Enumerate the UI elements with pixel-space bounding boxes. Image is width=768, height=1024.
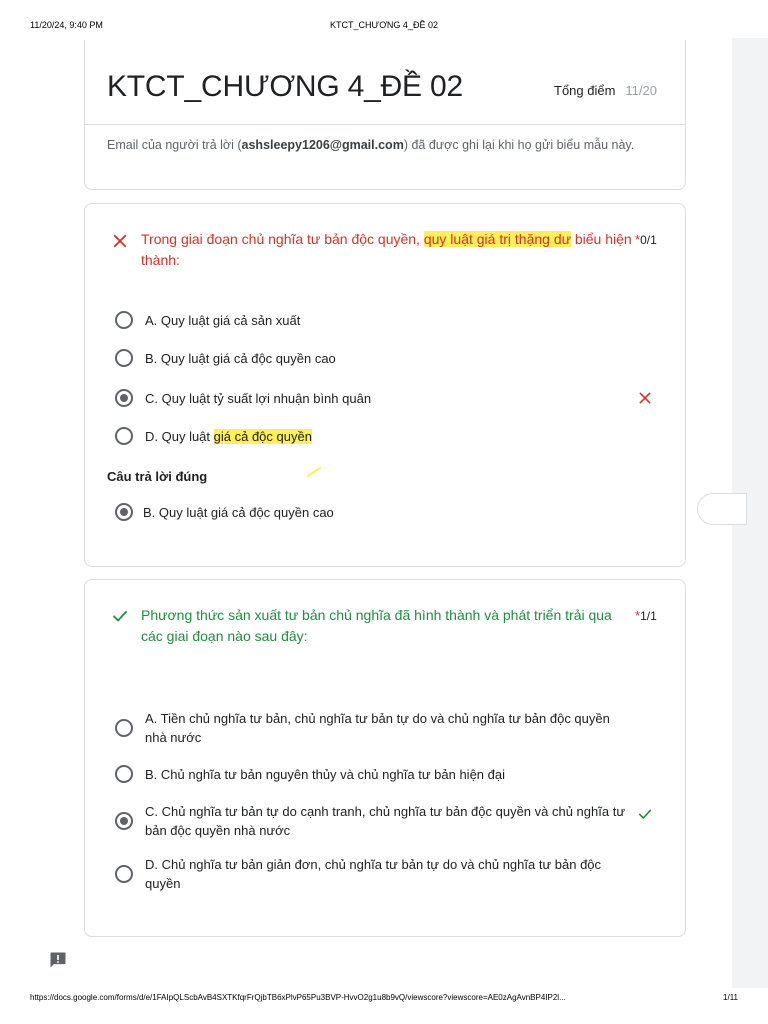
question-text: Phương thức sản xuất tư bản chủ nghĩa đã hình thành và phát triển trải qua các giai đoạn nào sau đây: bbox=[141, 607, 612, 644]
radio-button[interactable] bbox=[115, 311, 133, 329]
option-d[interactable] bbox=[115, 426, 655, 466]
option-c[interactable] bbox=[115, 388, 655, 428]
option-label bbox=[145, 427, 635, 446]
required-mark: * bbox=[635, 232, 641, 247]
side-panel-tab[interactable] bbox=[697, 493, 747, 525]
option-label: B. Quy luật giá cả độc quyền cao bbox=[145, 351, 336, 366]
question-points bbox=[635, 232, 657, 247]
points-value: 1/1 bbox=[640, 609, 657, 623]
form-title: KTCT_CHƯƠNG 4_ĐỀ 02 bbox=[107, 70, 463, 103]
radio-button[interactable] bbox=[115, 427, 133, 445]
correct-answer-title: Câu trả lời đúng bbox=[107, 469, 208, 484]
option-b[interactable] bbox=[115, 348, 655, 388]
print-url[interactable]: https://docs.google.com/forms/d/e/1FAIpQLScbAvB4SXTKfqrFrQjbTB6xPlvP65Pu3BVP-HvvO2g1u8b9vQ/viewscore?viewscore=AE0zAgAvnBP4IP2l... bbox=[30, 993, 566, 1002]
radio-button[interactable] bbox=[115, 719, 133, 737]
close-icon bbox=[111, 232, 129, 250]
radio-button[interactable] bbox=[115, 765, 133, 783]
print-datetime: 11/20/24, 9:40 PM bbox=[30, 20, 103, 30]
radio-button-selected[interactable] bbox=[115, 389, 133, 407]
print-doc-title: KTCT_CHƯƠNG 4_ĐỀ 02 bbox=[330, 20, 438, 30]
score-value: 11/20 bbox=[625, 83, 657, 98]
print-footer bbox=[0, 993, 768, 1007]
radio-button-selected bbox=[115, 503, 133, 521]
option-d[interactable] bbox=[115, 855, 655, 895]
respondent-email: ashsleepy1206@gmail.com bbox=[241, 138, 404, 152]
question-card-2 bbox=[84, 579, 686, 937]
highlight-mark-icon bbox=[307, 467, 321, 477]
option-b[interactable] bbox=[115, 764, 655, 804]
print-page-number: 1/11 bbox=[723, 993, 738, 1002]
header-divider bbox=[85, 124, 685, 125]
question-card-1 bbox=[84, 203, 686, 567]
email-suffix: ) đã được ghi lại khi họ gửi biểu mẫu này. bbox=[403, 138, 635, 152]
radio-button[interactable] bbox=[115, 349, 133, 367]
highlighted-text: quy luật giá trị thặng dư bbox=[423, 231, 571, 247]
email-prefix: Email của người trả lời ( bbox=[107, 138, 242, 152]
score-label: Tổng điểm bbox=[554, 83, 616, 98]
option-a[interactable] bbox=[115, 310, 655, 350]
option-a[interactable] bbox=[115, 709, 655, 749]
form-header-card bbox=[84, 40, 686, 190]
required-mark: * bbox=[635, 608, 641, 623]
highlighted-text: giá cả độc quyền bbox=[213, 429, 312, 444]
correct-answer-icon bbox=[637, 806, 653, 822]
option-c[interactable] bbox=[115, 802, 655, 842]
question-points bbox=[635, 608, 657, 623]
option-label: A. Quy luật giá cả sản xuất bbox=[145, 313, 301, 328]
question-text bbox=[141, 229, 641, 271]
total-score bbox=[554, 83, 657, 98]
correct-answer bbox=[115, 502, 655, 542]
option-label: B. Chủ nghĩa tư bản nguyên thủy và chủ nghĩa tư bản hiện đại bbox=[145, 767, 505, 782]
correct-answer-label: B. Quy luật giá cả độc quyền cao bbox=[143, 505, 334, 520]
option-label: C. Quy luật tỷ suất lợi nhuận bình quân bbox=[145, 391, 372, 406]
option-label: A. Tiền chủ nghĩa tư bản, chủ nghĩa tư bản tự do và chủ nghĩa tư bản độc quyền nhà nước bbox=[145, 711, 610, 745]
wrong-answer-icon bbox=[637, 390, 653, 406]
points-value: 0/1 bbox=[640, 233, 657, 247]
question-text-part: Trong giai đoạn chủ nghĩa tư bản độc quyền, bbox=[141, 231, 424, 247]
option-label: C. Chủ nghĩa tư bản tự do cạnh tranh, chủ nghĩa tư bản độc quyền và chủ nghĩa tư bản độc quyền nhà nước bbox=[145, 804, 626, 838]
print-header bbox=[0, 20, 768, 34]
radio-button-selected[interactable] bbox=[115, 812, 133, 830]
option-label-part: D. Quy luật bbox=[145, 429, 214, 444]
question-text-part: biểu hiện thành: bbox=[141, 231, 632, 268]
check-icon bbox=[111, 607, 129, 625]
radio-button[interactable] bbox=[115, 865, 133, 883]
option-label: D. Chủ nghĩa tư bản giản đơn, chủ nghĩa tư bản tự do và chủ nghĩa tư bản độc quyền bbox=[145, 857, 602, 891]
respondent-email-note bbox=[107, 136, 657, 155]
feedback-icon[interactable] bbox=[48, 950, 68, 970]
